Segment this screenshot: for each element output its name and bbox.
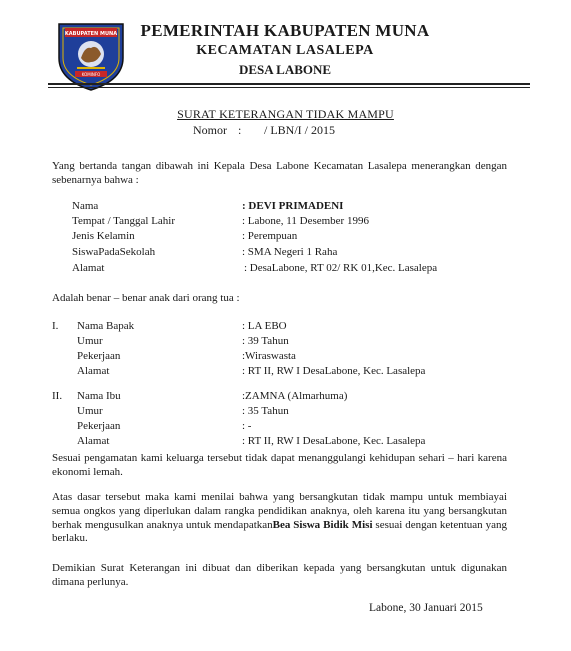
paragraph-decision-text: Atas dasar tersebut maka kami menilai bahwa yang bersangkutan tidak mampu untuk membiayai semua ongkos yang diperlukan dalam rangka pendidikan anaknya, oleh karena itu yang bersangkutan berhak mengusulkan anaknya untuk mendapatkan xyxy=(52,491,507,531)
person-value: : Perempuan xyxy=(242,230,298,242)
father-label: Pekerjaan xyxy=(77,350,121,362)
paragraph-situation: Sesuai pengamatan kami keluarga tersebut tidak dapat menanggulangi kehidupan sehari – hari karena ekonomi lemah. xyxy=(52,452,507,478)
nomor-colon: : xyxy=(238,123,242,137)
place-date: Labone, 30 Januari 2015 xyxy=(369,602,483,614)
logo-top-text: KABUPATEN MUNA xyxy=(64,31,118,37)
father-label: Alamat xyxy=(77,365,110,377)
person-value: : DesaLabone, RT 02/ RK 01,Kec. Lasalepa xyxy=(244,262,438,274)
header-rule-thin xyxy=(48,87,530,88)
paragraph-closing: Demikian Surat Keterangan ini dibuat dan diberikan kepada yang bersangkutan untuk digunakan dimana perlunya. xyxy=(52,562,507,588)
father-numeral: I. xyxy=(52,320,59,332)
kabupaten-muna-logo xyxy=(55,18,127,92)
mother-numeral: II. xyxy=(52,390,63,402)
letterhead xyxy=(120,20,450,78)
person-label: Jenis Kelamin xyxy=(72,230,135,242)
mother-value: :ZAMNA (Almarhuma) xyxy=(242,390,348,402)
person-value: : DEVI PRIMADENI xyxy=(242,200,344,212)
person-value: : Labone, 11 Desember 1996 xyxy=(242,215,369,227)
person-label: Nama xyxy=(72,200,99,212)
paragraph-decision xyxy=(52,491,507,546)
person-value: : SMA Negeri 1 Raha xyxy=(242,246,338,258)
logo-bottom-text: KOMINFO xyxy=(81,72,101,77)
father-value: : 39 Tahun xyxy=(242,335,289,347)
father-value: : LA EBO xyxy=(242,320,287,332)
mother-value: : RT II, RW I DesaLabone, Kec. Lasalepa xyxy=(242,435,426,447)
paragraph-decision-end: sesuai dengan ketentuan yang berlaku. xyxy=(52,518,507,545)
person-label: SiswaPadaSekolah xyxy=(72,246,156,258)
document-title: SURAT KETERANGAN TIDAK MAMPU xyxy=(177,107,394,121)
person-label: Tempat / Tanggal Lahir xyxy=(72,215,176,227)
mother-value: : 35 Tahun xyxy=(242,405,289,417)
letterhead-line1: PEMERINTAH KABUPATEN MUNA xyxy=(140,21,430,40)
nomor-value: / LBN/I / 2015 xyxy=(264,123,335,137)
mother-label: Pekerjaan xyxy=(77,420,121,432)
mother-value: : - xyxy=(242,420,252,432)
mother-label: Nama Ibu xyxy=(77,390,121,402)
father-value: : RT II, RW I DesaLabone, Kec. Lasalepa xyxy=(242,365,426,377)
nomor-label: Nomor xyxy=(193,123,227,137)
header-rule-thick xyxy=(48,83,530,85)
mother-label: Umur xyxy=(77,405,103,417)
mother-label: Alamat xyxy=(77,435,110,447)
scholarship-name: Bea Siswa Bidik Misi xyxy=(272,518,373,531)
letterhead-line3: DESA LABONE xyxy=(238,61,332,77)
intro-paragraph: Yang bertanda tangan dibawah ini Kepala Desa Labone Kecamatan Lasalepa menerangkan dengan sebenarnya bahwa : xyxy=(52,160,507,186)
father-label: Nama Bapak xyxy=(77,320,135,332)
person-label: Alamat xyxy=(72,262,105,274)
document-number xyxy=(193,123,335,138)
parents-intro: Adalah benar – benar anak dari orang tua : xyxy=(52,292,240,304)
father-label: Umur xyxy=(77,335,103,347)
letterhead-line2: KECAMATAN LASALEPA xyxy=(196,43,374,59)
father-value: :Wiraswasta xyxy=(242,350,296,362)
